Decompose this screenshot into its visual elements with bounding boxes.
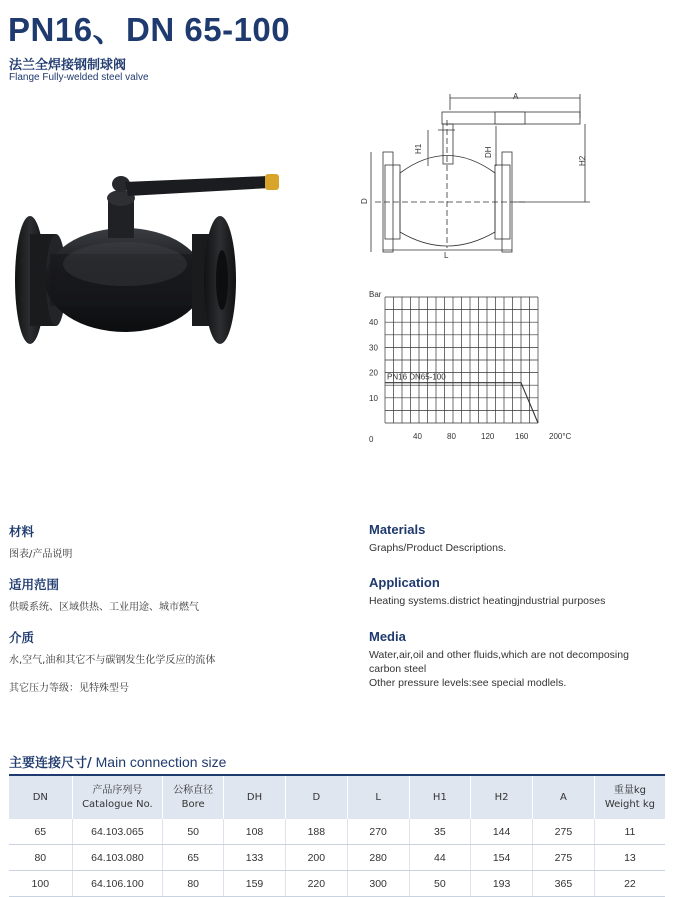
chart-y-tick-label: 40 [369, 318, 378, 328]
dim-label-d: D [360, 198, 369, 204]
table-cell: 65 [163, 845, 224, 871]
table-header-text: Bore [181, 798, 205, 810]
chart-y-tick-label: 30 [369, 343, 378, 353]
chart-x-tick-label: 80 [447, 432, 456, 441]
table-cell: 270 [347, 819, 409, 845]
table-title-cn: 主要连接尺寸/ [9, 756, 92, 771]
subtitle-english: Flange Fully-welded steel valve [9, 72, 149, 83]
chart-y-tick-label: 20 [369, 368, 378, 378]
application-text-cn: 供暖系统、区域供热、工业用途、城市燃气 [9, 602, 199, 613]
media-text-en: Water,air,oil and other fluids,which are not decomposing carbon steel [369, 649, 629, 675]
table-cell: 50 [163, 819, 224, 845]
table-header-cell [347, 775, 409, 819]
page-title: PN16、DN 65-100 [8, 11, 291, 48]
table-cell: 64.106.100 [72, 871, 163, 897]
table-header-text: H2 [494, 791, 509, 803]
table-cell: 200 [285, 845, 347, 871]
table-header-text: Catalogue No. [82, 798, 153, 810]
chart-x-tick-label: 200°C [549, 432, 572, 441]
table-cell: 108 [224, 819, 286, 845]
table-header-cell [224, 775, 286, 819]
table-cell: 154 [471, 845, 533, 871]
chart-x-tick-label: 40 [413, 432, 422, 441]
table-header-text: DN [32, 791, 48, 803]
table-cell: 35 [409, 819, 471, 845]
table-cell: 275 [533, 819, 595, 845]
table-header-cell [471, 775, 533, 819]
chart-x-tick-label: 160 [515, 432, 529, 441]
table-cell: 11 [594, 819, 665, 845]
table-header-text: H1 [432, 791, 447, 803]
table-header-cell [72, 775, 163, 819]
table-cell: 188 [285, 819, 347, 845]
table-cell: 275 [533, 845, 595, 871]
table-header-text: Weight kg [604, 798, 655, 810]
table-cell: 50 [409, 871, 471, 897]
table-cell: 365 [533, 871, 595, 897]
table-cell: 13 [594, 845, 665, 871]
table-cell: 159 [224, 871, 286, 897]
media-heading-en: Media [369, 629, 406, 644]
chart-y-unit: Bar [369, 290, 382, 299]
connection-size-table [9, 774, 665, 897]
table-header-text: 产品序列号 [92, 784, 143, 796]
dim-label-dh: DH [484, 146, 493, 158]
chart-series-label: PN16 DN65-100 [387, 372, 446, 382]
table-cell: 22 [594, 871, 665, 897]
media-text-cn: 水,空气,油和其它不与碳钢发生化学反应的流体 [9, 655, 216, 666]
table-header-text: 公称直径 [173, 784, 214, 796]
application-heading-cn: 适用范围 [9, 577, 60, 592]
table-cell: 300 [347, 871, 409, 897]
table-header-text: 重量kg [613, 784, 646, 796]
table-row [9, 845, 665, 871]
table-header-row [9, 775, 665, 819]
table-title [9, 752, 226, 771]
table-header-cell [163, 775, 224, 819]
dim-label-h1: H1 [414, 143, 423, 154]
dim-label-h2: H2 [578, 155, 587, 166]
table-header-cell [9, 775, 72, 819]
table-cell: 80 [163, 871, 224, 897]
dim-label-l: L [444, 251, 449, 260]
table-cell: 80 [9, 845, 72, 871]
pressure-text-cn: 其它压力等级：见特殊型号 [9, 683, 129, 694]
table-cell: 44 [409, 845, 471, 871]
table-cell: 280 [347, 845, 409, 871]
table-header-text: L [375, 791, 381, 803]
table-row [9, 819, 665, 845]
materials-text-cn: 图表/产品说明 [9, 549, 73, 560]
table-cell: 64.103.065 [72, 819, 163, 845]
valve-product-image [10, 172, 300, 347]
materials-heading-cn: 材料 [9, 524, 35, 539]
table-title-en: Main connection size [91, 754, 227, 770]
table-cell: 193 [471, 871, 533, 897]
dim-label-a: A [513, 92, 519, 101]
table-cell: 144 [471, 819, 533, 845]
table-header-cell [409, 775, 471, 819]
table-header-text: A [559, 791, 567, 803]
media-heading-cn: 介质 [9, 630, 35, 645]
application-text-en: Heating systems.district heatingjndustrial purposes [369, 595, 606, 607]
pressure-text-en: Other pressure levels:see special modlels. [369, 677, 567, 689]
valve-dimension-drawing [355, 90, 600, 260]
table-header-cell [285, 775, 347, 819]
table-cell: 220 [285, 871, 347, 897]
chart-y-tick-label: 0 [369, 435, 374, 444]
table-row [9, 871, 665, 897]
table-header-text: DH [246, 791, 263, 803]
table-header-cell [533, 775, 595, 819]
materials-heading-en: Materials [369, 522, 426, 537]
table-header-cell [594, 775, 665, 819]
materials-text-en: Graphs/Product Descriptions. [369, 542, 507, 554]
application-heading-en: Application [369, 575, 440, 590]
table-cell: 100 [9, 871, 72, 897]
table-cell: 64.103.080 [72, 845, 163, 871]
chart-y-tick-label: 10 [369, 393, 378, 403]
subtitle-chinese: 法兰全焊接钢制球阀 [9, 58, 127, 73]
table-cell: 65 [9, 819, 72, 845]
chart-x-tick-label: 120 [481, 432, 495, 441]
pressure-temperature-chart [355, 285, 585, 445]
table-header-text: D [312, 791, 321, 803]
table-cell: 133 [224, 845, 286, 871]
